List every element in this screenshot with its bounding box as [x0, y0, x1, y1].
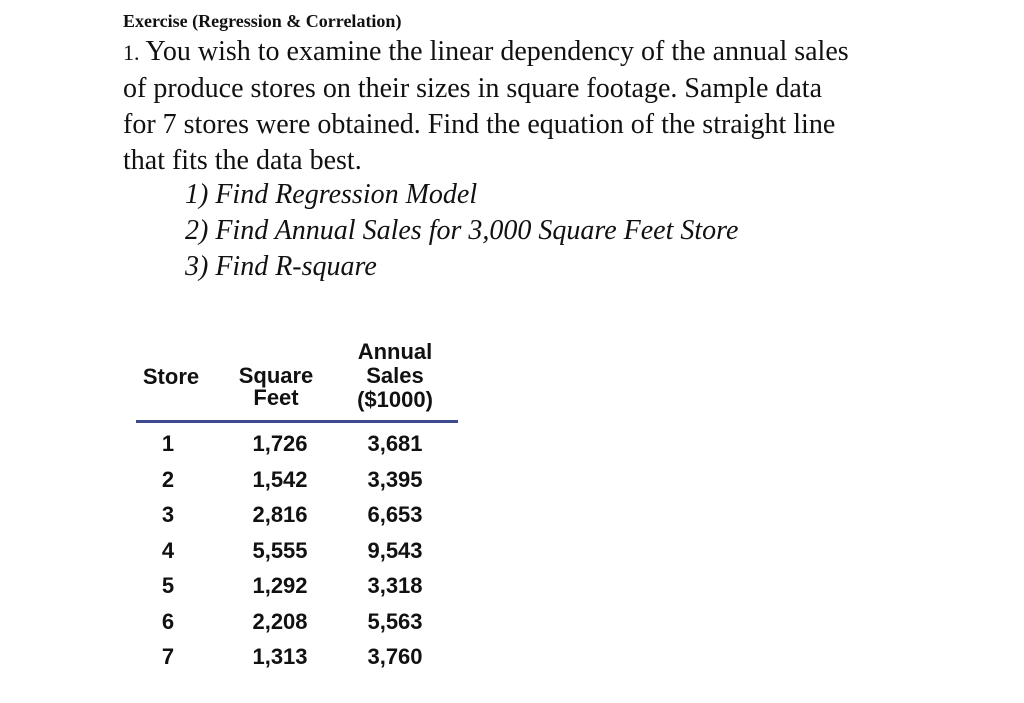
cell-store: 7	[161, 644, 175, 669]
header-line: Square	[238, 363, 314, 388]
problem-line: of produce stores on their sizes in square footage. Sample data	[123, 73, 823, 104]
exercise-heading: Exercise (Regression & Correlation)	[123, 11, 402, 31]
header-line: ($1000)	[357, 387, 433, 412]
cell-annual-sales: 3,318	[367, 573, 423, 598]
header-line: Annual	[357, 339, 433, 364]
cell-annual-sales: 3,760	[367, 644, 423, 669]
cell-square-feet: 1,292	[252, 573, 308, 598]
header-rule	[136, 420, 458, 423]
cell-store: 3	[161, 502, 175, 527]
cell-store: 5	[161, 573, 175, 598]
cell-annual-sales: 6,653	[367, 502, 423, 527]
task-list	[185, 177, 738, 285]
cell-square-feet: 1,542	[252, 466, 308, 492]
problem-number: 1.	[123, 40, 140, 65]
cell-square-feet: 2,208	[252, 608, 308, 634]
cell-square-feet: 1,313	[252, 644, 308, 669]
table-body	[136, 426, 458, 675]
cell-store: 4	[161, 537, 175, 563]
table-row	[136, 497, 458, 533]
header-square-feet	[226, 365, 326, 409]
problem-text: You wish to examine the linear dependency of the annual sales	[139, 36, 849, 67]
table-row	[136, 604, 458, 640]
cell-store: 1	[161, 431, 175, 456]
cell-annual-sales: 3,395	[367, 466, 423, 492]
cell-square-feet: 2,816	[252, 502, 308, 527]
task-item: 2) Find Annual Sales for 3,000 Square Feet Store	[185, 215, 739, 246]
table-row	[136, 426, 458, 462]
table-row	[136, 568, 458, 604]
task-item: 1) Find Regression Model	[185, 179, 478, 210]
cell-annual-sales: 5,563	[367, 608, 423, 634]
problem-line	[123, 34, 953, 71]
task-item: 3) Find R-square	[185, 251, 377, 282]
cell-annual-sales: 9,543	[367, 537, 423, 563]
cell-store: 2	[161, 466, 175, 492]
cell-store: 6	[161, 608, 175, 634]
header-line: Sales	[366, 363, 424, 388]
table-row	[136, 462, 458, 498]
problem-line: that fits the data best.	[123, 145, 362, 176]
cell-square-feet: 1,726	[252, 431, 308, 456]
problem-statement	[123, 34, 953, 179]
problem-line: for 7 stores were obtained. Find the equation of the straight line	[123, 109, 836, 140]
cell-annual-sales: 3,681	[367, 431, 423, 456]
header-annual-sales	[350, 340, 440, 412]
header-store: Store	[142, 364, 200, 389]
table-row	[136, 533, 458, 569]
header-line: Feet	[253, 385, 299, 410]
cell-square-feet: 5,555	[252, 537, 308, 563]
table-row	[136, 639, 458, 675]
